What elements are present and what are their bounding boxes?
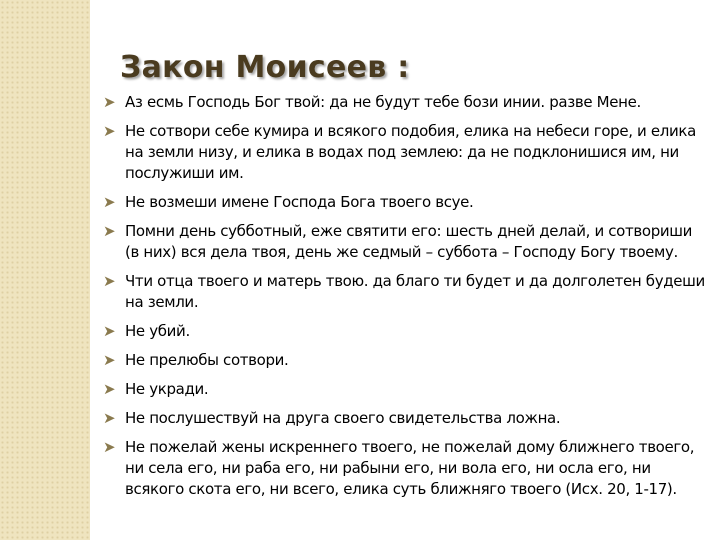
bullet-icon: ➤ xyxy=(103,322,116,340)
list-item xyxy=(103,121,708,184)
bullet-icon: ➤ xyxy=(103,222,116,240)
list-item-text: Помни день субботный, еже святити его: шесть дней делай, и сотвориши (в них) вся дела твоя, день же седмый – суббота – Господу Богу твоему. xyxy=(125,222,693,261)
bullet-icon: ➤ xyxy=(103,380,116,398)
side-divider xyxy=(90,0,93,540)
list-item-text: Не прелюбы сотвори. xyxy=(125,351,289,369)
list-item-text: Не возмеши имене Господа Бога твоего всуе. xyxy=(125,193,474,211)
decorative-side-strip xyxy=(0,0,90,540)
list-item-text: Чти отца твоего и матерь твою. да благо ти будет и да долголетен будеши на земли. xyxy=(125,272,705,311)
list-item-text: Аз есмь Господь Бог твой: да не будут тебе бози инии. разве Мене. xyxy=(125,93,641,111)
list-item-text: Не укради. xyxy=(125,380,209,398)
list-item xyxy=(103,379,708,400)
bullet-icon: ➤ xyxy=(103,193,116,211)
list-item-text: Не сотвори себе кумира и всякого подобия, елика на небеси горе, и елика на земли низу, и елика в водах под землею: да не подклонишися им, ни послужиши им. xyxy=(125,122,696,182)
list-item xyxy=(103,271,708,313)
list-item xyxy=(103,408,708,429)
list-item xyxy=(103,92,708,113)
bullet-icon: ➤ xyxy=(103,272,116,290)
list-item xyxy=(103,350,708,371)
slide-title-text: Закон Моисеев xyxy=(120,50,387,85)
commandments-list xyxy=(103,92,708,508)
list-item xyxy=(103,221,708,263)
list-item xyxy=(103,192,708,213)
list-item-text: Не убий. xyxy=(125,322,190,340)
bullet-icon: ➤ xyxy=(103,122,116,140)
list-item-text: Не пожелай жены искреннего твоего, не пожелай дому ближнего твоего, ни села его, ни раба его, ни рабыни его, ни вола его, ни осла его, ни всякого скота его, ни всего, елика суть ближняго твоего (Исх. 20, 1-17). xyxy=(125,438,695,498)
bullet-icon: ➤ xyxy=(103,351,116,369)
bullet-icon: ➤ xyxy=(103,438,116,456)
bullet-icon: ➤ xyxy=(103,409,116,427)
list-item xyxy=(103,321,708,342)
list-item xyxy=(103,437,708,500)
list-item-text: Не послушествуй на друга своего свидетельства ложна. xyxy=(125,409,561,427)
slide-title-colon: : xyxy=(386,50,410,85)
slide-title xyxy=(120,50,410,85)
bullet-icon: ➤ xyxy=(103,93,116,111)
